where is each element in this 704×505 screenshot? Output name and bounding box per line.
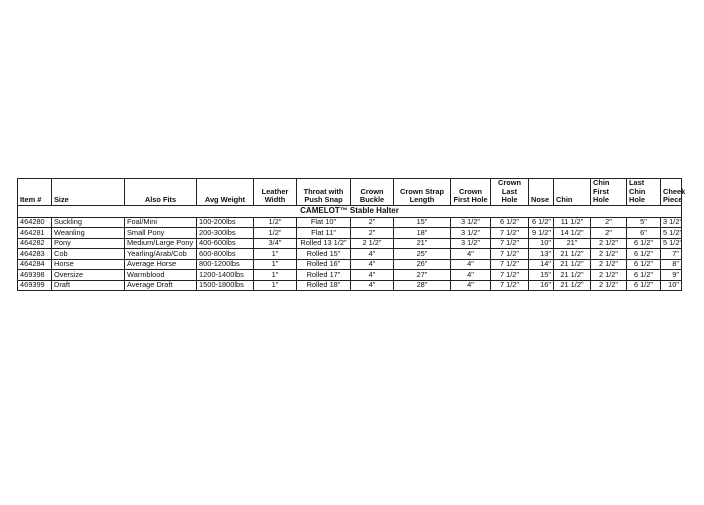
- cell-size: Draft: [52, 280, 125, 291]
- cell-item-number: 464284: [18, 259, 52, 270]
- cell-chin-first-hole: 2 1/2": [591, 259, 627, 270]
- cell-leather-width: 1": [254, 270, 297, 281]
- cell-item-number: 469398: [18, 270, 52, 281]
- table-title: CAMELOT™ Stable Halter: [18, 205, 682, 217]
- table-row: [18, 280, 682, 291]
- cell-nose: 6 1/2": [529, 217, 554, 228]
- cell-throat: Rolled 16": [297, 259, 351, 270]
- cell-crown-strap-length: 26": [394, 259, 451, 270]
- cell-crown-first-hole: 4": [451, 249, 491, 260]
- table-row: [18, 238, 682, 249]
- cell-crown-last-hole: 7 1/2": [491, 228, 529, 239]
- cell-crown-first-hole: 3 1/2": [451, 228, 491, 239]
- cell-also-fits: Average Horse: [125, 259, 197, 270]
- cell-cheek-piece: 10": [661, 280, 682, 291]
- cell-chin-first-hole: 2": [591, 228, 627, 239]
- title-row: [18, 205, 682, 217]
- cell-last-chin-hole: 6 1/2": [627, 280, 661, 291]
- cell-chin-first-hole: 2 1/2": [591, 280, 627, 291]
- cell-chin-first-hole: 2 1/2": [591, 238, 627, 249]
- cell-crown-buckle: 4": [351, 259, 394, 270]
- cell-also-fits: Medium/Large Pony: [125, 238, 197, 249]
- halter-size-sheet: [17, 178, 686, 291]
- cell-avg-weight: 400-600lbs: [197, 238, 254, 249]
- cell-crown-strap-length: 25": [394, 249, 451, 260]
- cell-crown-buckle: 2": [351, 217, 394, 228]
- cell-chin: 21 1/2": [554, 259, 591, 270]
- cell-last-chin-hole: 6 1/2": [627, 238, 661, 249]
- cell-avg-weight: 200-300lbs: [197, 228, 254, 239]
- cell-leather-width: 1/2": [254, 217, 297, 228]
- cell-crown-last-hole: 7 1/2": [491, 259, 529, 270]
- cell-crown-last-hole: 6 1/2": [491, 217, 529, 228]
- cell-last-chin-hole: 5": [627, 217, 661, 228]
- cell-crown-strap-length: 28": [394, 280, 451, 291]
- cell-last-chin-hole: 6": [627, 228, 661, 239]
- cell-item-number: 464282: [18, 238, 52, 249]
- cell-cheek-piece: 7": [661, 249, 682, 260]
- cell-chin: 21": [554, 238, 591, 249]
- cell-chin: 11 1/2": [554, 217, 591, 228]
- cell-chin: 14 1/2": [554, 228, 591, 239]
- header-leather-width: Leather Width: [254, 179, 297, 206]
- header-also-fits: Also Fits: [125, 179, 197, 206]
- header-crown-buckle: Crown Buckle: [351, 179, 394, 206]
- cell-leather-width: 1": [254, 249, 297, 260]
- cell-last-chin-hole: 6 1/2": [627, 270, 661, 281]
- cell-item-number: 464281: [18, 228, 52, 239]
- cell-crown-buckle: 4": [351, 270, 394, 281]
- cell-chin: 21 1/2": [554, 270, 591, 281]
- cell-size: Pony: [52, 238, 125, 249]
- cell-avg-weight: 100-200lbs: [197, 217, 254, 228]
- cell-size: Weanling: [52, 228, 125, 239]
- cell-throat: Rolled 18": [297, 280, 351, 291]
- cell-crown-strap-length: 21": [394, 238, 451, 249]
- cell-cheek-piece: 3 1/2": [661, 217, 682, 228]
- cell-avg-weight: 1200-1400lbs: [197, 270, 254, 281]
- header-last-chin-hole: Last Chin Hole: [627, 179, 661, 206]
- cell-avg-weight: 800-1200lbs: [197, 259, 254, 270]
- cell-size: Suckling: [52, 217, 125, 228]
- cell-cheek-piece: 5 1/2": [661, 228, 682, 239]
- cell-size: Cob: [52, 249, 125, 260]
- cell-throat: Rolled 13 1/2": [297, 238, 351, 249]
- table-row: [18, 217, 682, 228]
- header-crown-first-hole: Crown First Hole: [451, 179, 491, 206]
- cell-nose: 10": [529, 238, 554, 249]
- header-chin-first-hole: Chin First Hole: [591, 179, 627, 206]
- cell-crown-first-hole: 4": [451, 270, 491, 281]
- cell-crown-strap-length: 27": [394, 270, 451, 281]
- cell-also-fits: Small Pony: [125, 228, 197, 239]
- header-throat: Throat with Push Snap: [297, 179, 351, 206]
- cell-chin: 21 1/2": [554, 249, 591, 260]
- cell-crown-first-hole: 4": [451, 280, 491, 291]
- table-row: [18, 228, 682, 239]
- cell-also-fits: Yearling/Arab/Cob: [125, 249, 197, 260]
- cell-crown-first-hole: 4": [451, 259, 491, 270]
- cell-item-number: 464283: [18, 249, 52, 260]
- cell-crown-buckle: 2": [351, 228, 394, 239]
- cell-crown-strap-length: 18": [394, 228, 451, 239]
- header-chin: Chin: [554, 179, 591, 206]
- cell-crown-last-hole: 7 1/2": [491, 270, 529, 281]
- cell-avg-weight: 1500-1800lbs: [197, 280, 254, 291]
- cell-crown-buckle: 4": [351, 249, 394, 260]
- header-cheek-piece: Cheek Piece: [661, 179, 682, 206]
- cell-throat: Flat 10": [297, 217, 351, 228]
- cell-item-number: 464280: [18, 217, 52, 228]
- header-avg-weight: Avg Weight: [197, 179, 254, 206]
- cell-crown-first-hole: 3 1/2": [451, 238, 491, 249]
- cell-throat: Rolled 17": [297, 270, 351, 281]
- cell-size: Oversize: [52, 270, 125, 281]
- cell-size: Horse: [52, 259, 125, 270]
- cell-nose: 13": [529, 249, 554, 260]
- cell-chin-first-hole: 2": [591, 217, 627, 228]
- cell-last-chin-hole: 6 1/2": [627, 249, 661, 260]
- cell-item-number: 469399: [18, 280, 52, 291]
- header-crown-last-hole: Crown Last Hole: [491, 179, 529, 206]
- cell-crown-first-hole: 3 1/2": [451, 217, 491, 228]
- cell-nose: 9 1/2": [529, 228, 554, 239]
- cell-also-fits: Warmblood: [125, 270, 197, 281]
- table-row: [18, 270, 682, 281]
- cell-cheek-piece: 8": [661, 259, 682, 270]
- cell-also-fits: Foal/Mini: [125, 217, 197, 228]
- cell-crown-buckle: 2 1/2": [351, 238, 394, 249]
- cell-also-fits: Average Draft: [125, 280, 197, 291]
- cell-crown-last-hole: 7 1/2": [491, 238, 529, 249]
- cell-leather-width: 1": [254, 280, 297, 291]
- header-size: Size: [52, 179, 125, 206]
- table-row: [18, 249, 682, 260]
- cell-crown-last-hole: 7 1/2": [491, 249, 529, 260]
- cell-nose: 16": [529, 280, 554, 291]
- cell-last-chin-hole: 6 1/2": [627, 259, 661, 270]
- cell-crown-last-hole: 7 1/2": [491, 280, 529, 291]
- cell-crown-buckle: 4": [351, 280, 394, 291]
- cell-nose: 14": [529, 259, 554, 270]
- cell-cheek-piece: 9": [661, 270, 682, 281]
- cell-chin: 21 1/2": [554, 280, 591, 291]
- cell-avg-weight: 600-800lbs: [197, 249, 254, 260]
- cell-nose: 15": [529, 270, 554, 281]
- table-row: [18, 259, 682, 270]
- header-nose: Nose: [529, 179, 554, 206]
- header-item-number: Item #: [18, 179, 52, 206]
- cell-crown-strap-length: 15": [394, 217, 451, 228]
- cell-throat: Flat 11": [297, 228, 351, 239]
- cell-throat: Rolled 15": [297, 249, 351, 260]
- cell-leather-width: 1/2": [254, 228, 297, 239]
- header-row: [18, 179, 682, 206]
- cell-leather-width: 1": [254, 259, 297, 270]
- cell-chin-first-hole: 2 1/2": [591, 249, 627, 260]
- size-chart-table: [17, 178, 686, 291]
- cell-cheek-piece: 5 1/2": [661, 238, 682, 249]
- header-crown-strap-length: Crown Strap Length: [394, 179, 451, 206]
- cell-chin-first-hole: 2 1/2": [591, 270, 627, 281]
- cell-leather-width: 3/4": [254, 238, 297, 249]
